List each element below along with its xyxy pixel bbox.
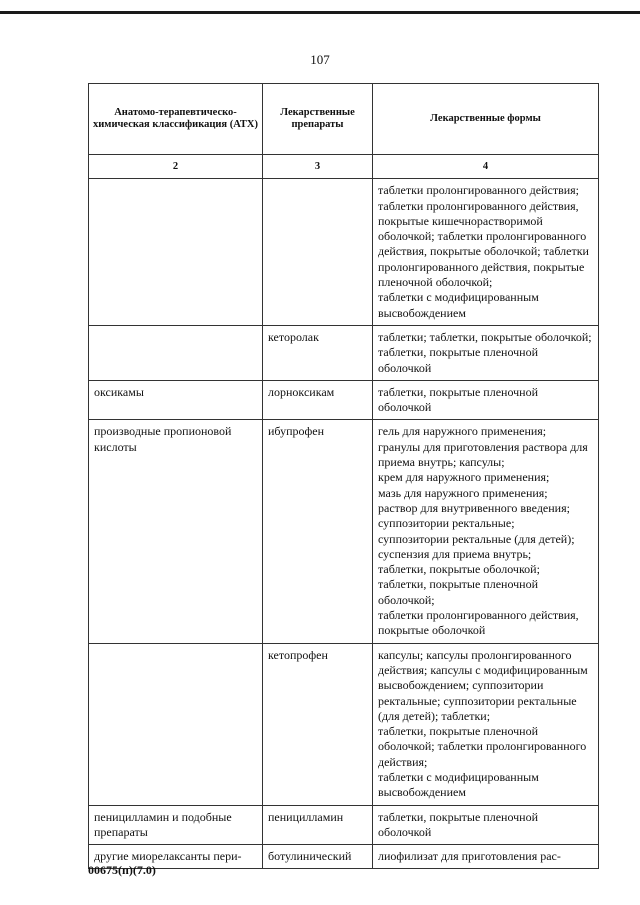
header-atc: Анатомо-терапевтическо-химическая классификация (АТХ) bbox=[89, 84, 263, 155]
table-row bbox=[89, 643, 599, 805]
forms-cell: таблетки; таблетки, покрытые оболочкой; таблетки, покрытые пленочной оболочкой bbox=[373, 325, 599, 380]
column-number: 4 bbox=[373, 155, 599, 179]
drug-cell bbox=[263, 179, 373, 326]
table-row bbox=[89, 325, 599, 380]
forms-cell: гель для наружного применения; гранулы для приготовления раствора для приема внутрь; капсулы; крем для наружного применения; мазь для наружного применения; раствор для внутривенного введения; суппозитории ректальные; суппозитории ректальные (для детей); суспензия для приема внутрь; таблетки, покрытые оболочкой; таблетки, покрытые пленочной оболочкой; таблетки пролонгированного действия, покрытые оболочкой bbox=[373, 420, 599, 643]
forms-cell: капсулы; капсулы пролонгированного действия; капсулы с модифицированным высвобождением; суппозитории ректальные; суппозитории ректальные (для детей); таблетки; таблетки, покрытые пленочной оболочкой; таблетки пролонгированного действия; таблетки с модифицированным высвобождением bbox=[373, 643, 599, 805]
atc-cell bbox=[89, 643, 263, 805]
drug-cell: ботулинический bbox=[263, 845, 373, 869]
table-header-row bbox=[89, 84, 599, 155]
forms-cell: лиофилизат для приготовления рас- bbox=[373, 845, 599, 869]
header-drugs: Лекарственные препараты bbox=[263, 84, 373, 155]
drug-table bbox=[88, 83, 599, 869]
forms-cell: таблетки пролонгированного действия; таблетки пролонгированного действия, покрытые кишечнорастворимой оболочкой; таблетки пролонгированного действия, покрытые оболочкой; таблетки пролонгированного действия, покрытые пленочной оболочкой; таблетки с модифицированным высвобождением bbox=[373, 179, 599, 326]
table-row bbox=[89, 420, 599, 643]
top-rule bbox=[0, 11, 640, 14]
drug-cell: ибупрофен bbox=[263, 420, 373, 643]
column-number-row bbox=[89, 155, 599, 179]
drug-cell: лорноксикам bbox=[263, 380, 373, 420]
document-code: 00675(п)(7.0) bbox=[88, 863, 156, 877]
drug-cell: пеницилламин bbox=[263, 805, 373, 845]
table-row bbox=[89, 380, 599, 420]
column-number: 2 bbox=[89, 155, 263, 179]
atc-cell: пеницилламин и подобные препараты bbox=[89, 805, 263, 845]
drug-cell: кеторолак bbox=[263, 325, 373, 380]
forms-cell: таблетки, покрытые пленочной оболочкой bbox=[373, 805, 599, 845]
atc-cell: другие миорелаксанты пери- bbox=[89, 845, 263, 869]
table-row bbox=[89, 179, 599, 326]
atc-cell bbox=[89, 179, 263, 326]
column-number: 3 bbox=[263, 155, 373, 179]
drug-cell: кетопрофен bbox=[263, 643, 373, 805]
forms-cell: таблетки, покрытые пленочной оболочкой bbox=[373, 380, 599, 420]
table-row bbox=[89, 845, 599, 869]
table-row bbox=[89, 805, 599, 845]
page-number: 107 bbox=[310, 52, 330, 67]
atc-cell: оксикамы bbox=[89, 380, 263, 420]
header-forms: Лекарственные формы bbox=[373, 84, 599, 155]
atc-cell bbox=[89, 325, 263, 380]
atc-cell: производные пропионовой кислоты bbox=[89, 420, 263, 643]
